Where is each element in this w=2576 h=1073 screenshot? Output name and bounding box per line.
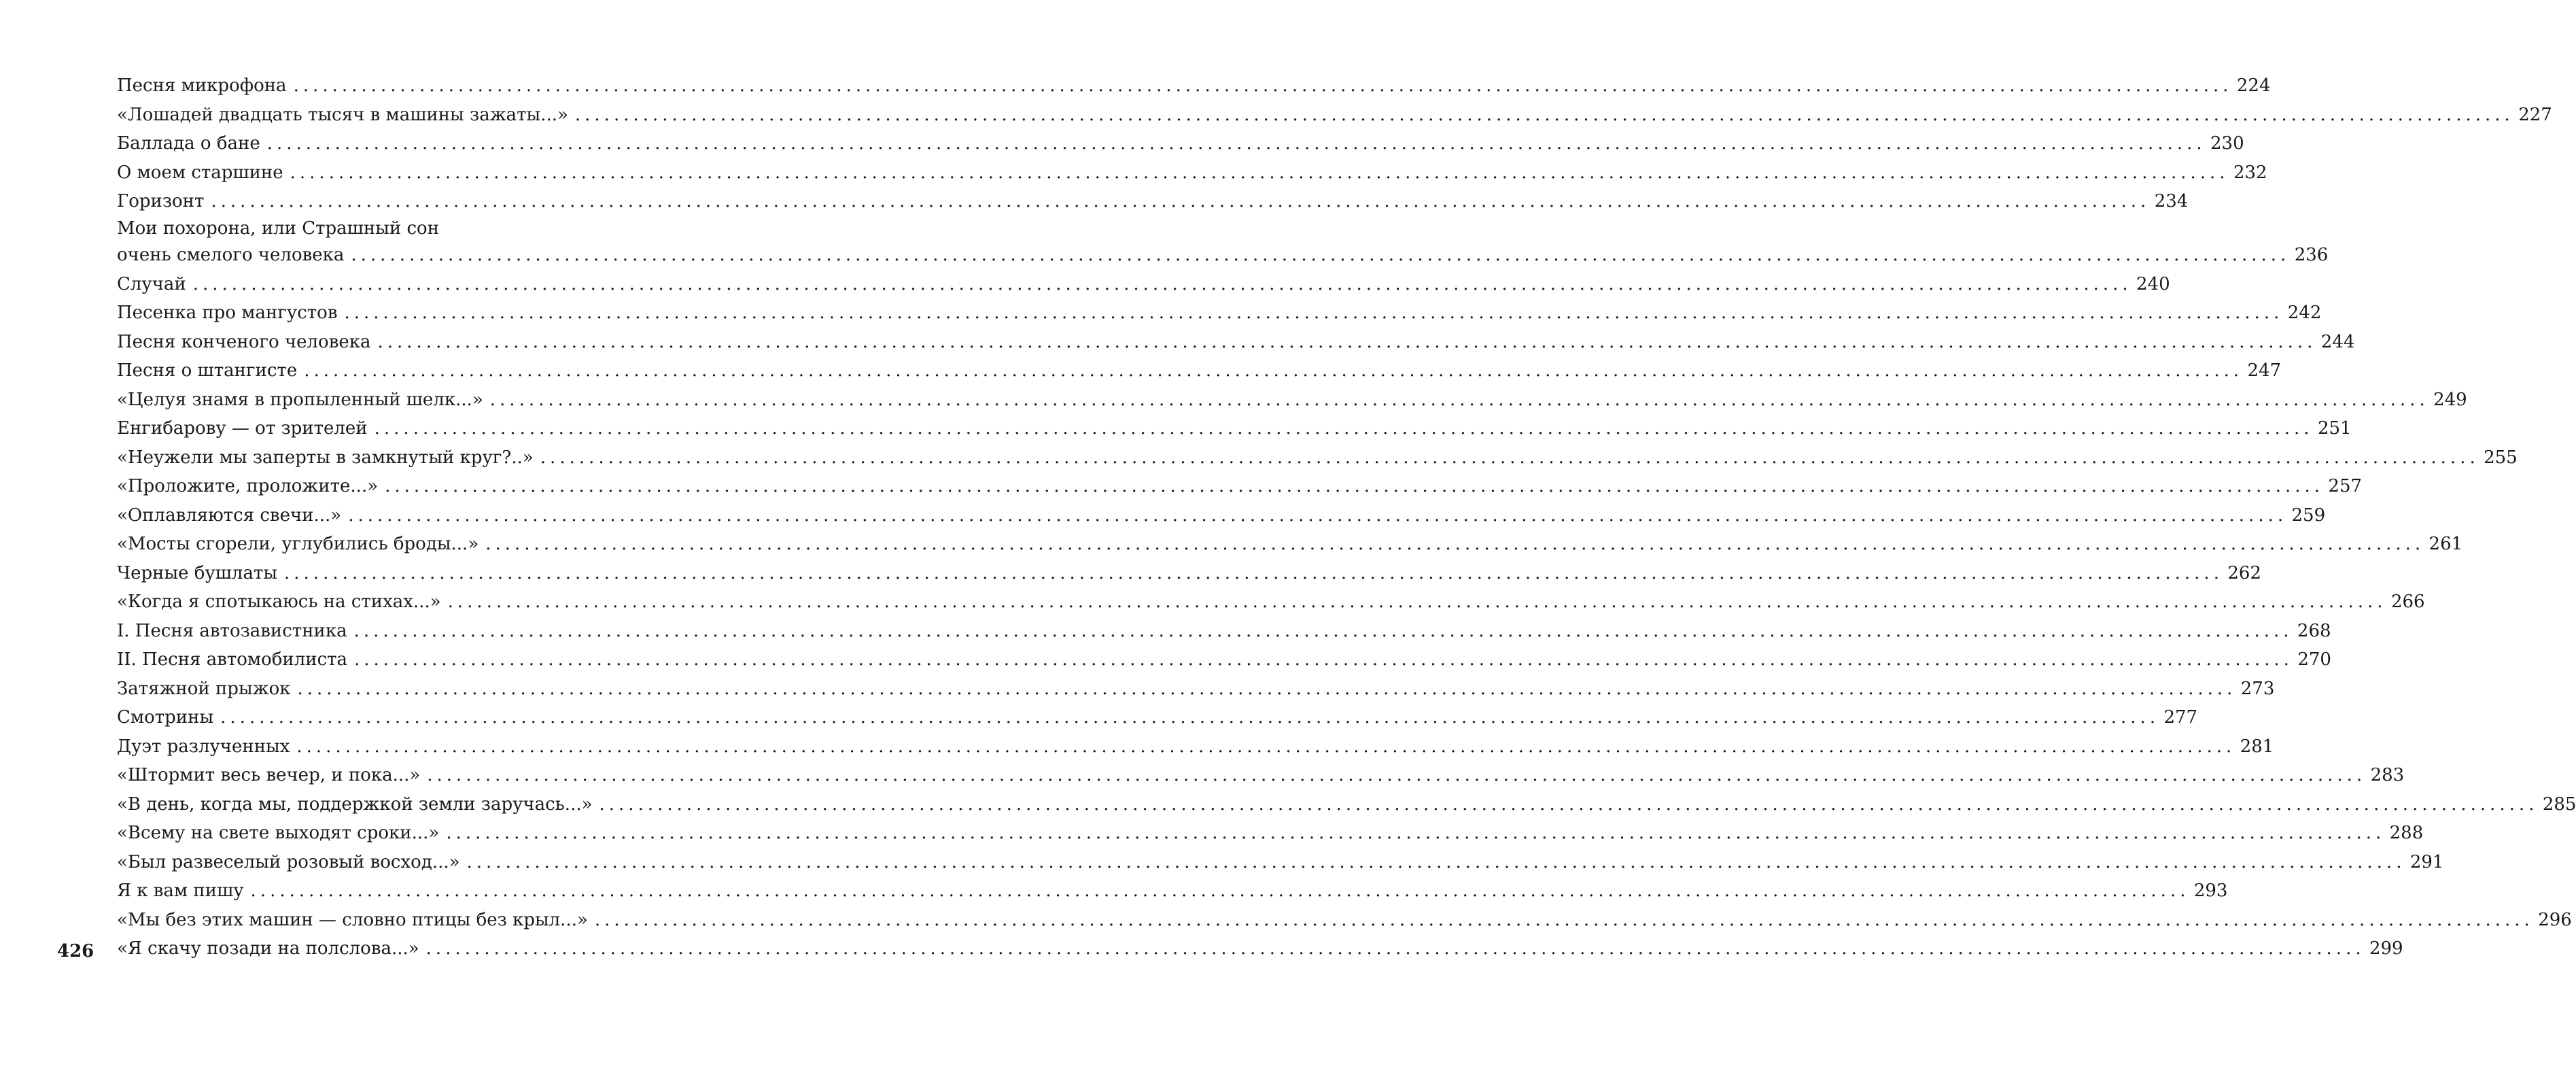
- toc-entry-title: Я к вам пишу: [117, 881, 244, 901]
- toc-entry-title: Смотрины: [117, 707, 214, 728]
- toc-entry: [117, 732, 2274, 762]
- dot-leader: ........................................................................................................................................................................................................: [266, 133, 2206, 154]
- page-number: 426: [57, 941, 94, 961]
- toc-entry: [117, 101, 2552, 130]
- toc-entry-title-line1: Мои похорона, или Страшный сон: [117, 218, 440, 239]
- dot-leader: ........................................................................................................................................................................................................: [385, 476, 2325, 496]
- dot-leader: ........................................................................................................................................................................................................: [351, 244, 2291, 265]
- dot-leader: ........................................................................................................................................................................................................: [297, 678, 2237, 699]
- toc-entry: [117, 906, 2572, 935]
- toc-entry: [117, 819, 2424, 848]
- dot-leader: ........................................................................................................................................................................................................: [348, 505, 2288, 526]
- toc-entry: [117, 270, 2170, 299]
- toc-entry-title: «Лошадей двадцать тысяч в машины зажаты...»: [117, 104, 568, 125]
- dot-leader: ........................................................................................................................................................................................................: [344, 303, 2284, 323]
- toc-entry-page: 255: [2484, 447, 2518, 468]
- toc-entry: [117, 299, 2322, 328]
- toc-entry: [117, 472, 2363, 501]
- toc-entry-title: «Проложите, проложите...»: [117, 476, 379, 496]
- dot-leader: ........................................................................................................................................................................................................: [220, 707, 2160, 728]
- toc-entry: [117, 703, 2198, 732]
- dot-leader: ........................................................................................................................................................................................................: [211, 191, 2151, 211]
- toc-entry-page: 293: [2193, 881, 2228, 901]
- dot-leader: ........................................................................................................................................................................................................: [374, 418, 2314, 439]
- toc-entry-page: 240: [2136, 273, 2170, 294]
- dot-leader: ........................................................................................................................................................................................................: [446, 823, 2386, 843]
- toc-entry-title: Баллада о бане: [117, 133, 260, 154]
- toc-entry-title: Песня о штангисте: [117, 360, 298, 381]
- toc-entry-title: «Мы без этих машин — словно птицы без крыл...»: [117, 909, 588, 930]
- dot-leader: ........................................................................................................................................................................................................: [447, 592, 2387, 612]
- toc-entry-title: очень смелого человека: [117, 244, 345, 265]
- table-of-contents: [117, 71, 2576, 964]
- dot-leader: ........................................................................................................................................................................................................: [574, 104, 2514, 125]
- toc-entry: [117, 187, 2189, 216]
- toc-entry: [117, 158, 2267, 188]
- toc-entry-title: Енгибарову — от зрителей: [117, 418, 368, 439]
- toc-entry-page: 232: [2233, 162, 2267, 183]
- toc-entry-title: «Когда я спотыкаюсь на стихах...»: [117, 592, 441, 612]
- toc-entry-title: Затяжной прыжок: [117, 678, 291, 699]
- toc-entry-title: Песня конченого человека: [117, 331, 371, 352]
- toc-entry: [117, 414, 2352, 443]
- dot-leader: ........................................................................................................................................................................................................: [353, 620, 2293, 641]
- toc-entry-page: 244: [2320, 331, 2355, 352]
- toc-entry: [117, 129, 2244, 158]
- toc-entry-page: 291: [2409, 851, 2444, 872]
- toc-entry-title: II. Песня автомобилиста: [117, 649, 348, 670]
- toc-entry: [117, 559, 2261, 588]
- toc-entry: [117, 386, 2467, 415]
- toc-entry-title: О моем старшине: [117, 162, 283, 183]
- toc-entry-page: 257: [2328, 476, 2363, 496]
- dot-leader: ........................................................................................................................................................................................................: [466, 851, 2406, 872]
- toc-entry: [117, 587, 2425, 617]
- toc-entry: [117, 501, 2326, 530]
- toc-entry-page: 281: [2240, 736, 2274, 757]
- toc-entry: [117, 71, 2271, 101]
- toc-entry-page: 299: [2369, 938, 2403, 959]
- toc-entry: [117, 530, 2463, 559]
- toc-entry-title: Песенка про мангустов: [117, 303, 338, 323]
- toc-entry: [117, 675, 2275, 704]
- dot-leader: ........................................................................................................................................................................................................: [304, 360, 2244, 381]
- toc-entry: [117, 790, 2576, 819]
- toc-entry-page: 227: [2518, 104, 2552, 125]
- dot-leader: ........................................................................................................................................................................................................: [599, 794, 2539, 815]
- toc-entry: [117, 934, 2403, 964]
- toc-entry-page: 247: [2247, 360, 2282, 381]
- toc-entry-title: «Штормит весь вечер, и пока...»: [117, 765, 421, 785]
- toc-entry-title: Случай: [117, 273, 186, 294]
- toc-entry-page: 285: [2542, 794, 2576, 815]
- toc-entry-page: 268: [2297, 620, 2331, 641]
- toc-entry-title: Песня микрофона: [117, 75, 287, 96]
- dot-leader: ........................................................................................................................................................................................................: [489, 389, 2429, 410]
- toc-entry-page: 288: [2389, 823, 2424, 843]
- toc-entry-page: 259: [2291, 505, 2326, 526]
- dot-leader: ........................................................................................................................................................................................................: [427, 765, 2367, 785]
- toc-entry: [117, 356, 2282, 386]
- toc-entry-page: 230: [2210, 133, 2244, 154]
- toc-entry-title: «Я скачу позади на полслова...»: [117, 938, 419, 959]
- toc-entry: [117, 443, 2518, 473]
- toc-entry-title: «Оплавляются свечи...»: [117, 505, 342, 526]
- toc-entry-title: Дуэт разлученных: [117, 736, 290, 757]
- dot-leader: ........................................................................................................................................................................................................: [540, 447, 2479, 468]
- toc-entry-title: Черные бушлаты: [117, 562, 278, 583]
- toc-entry: [117, 876, 2228, 906]
- toc-entry-page: 261: [2429, 534, 2463, 554]
- dot-leader: ........................................................................................................................................................................................................: [192, 273, 2132, 294]
- toc-entry: [117, 848, 2444, 877]
- toc-entry-page: 270: [2297, 649, 2331, 670]
- toc-entry-page: 277: [2163, 707, 2198, 728]
- toc-entry-page: 224: [2236, 75, 2271, 96]
- toc-entry-title: «Неужели мы заперты в замкнутый круг?..»: [117, 447, 534, 468]
- toc-entry-page: 266: [2390, 592, 2425, 612]
- dot-leader: ........................................................................................................................................................................................................: [485, 534, 2425, 554]
- toc-entry-page: 262: [2227, 562, 2261, 583]
- dot-leader: ........................................................................................................................................................................................................: [296, 736, 2236, 757]
- toc-entry-page: 273: [2240, 678, 2275, 699]
- toc-entry-page: 296: [2538, 909, 2572, 930]
- toc-entry-title: «Был развеселый розовый восход...»: [117, 851, 460, 872]
- toc-entry-title: I. Песня автозавистника: [117, 620, 347, 641]
- toc-entry-page: 249: [2433, 389, 2467, 410]
- toc-entry-page: 283: [2370, 765, 2405, 785]
- toc-entry-page: 251: [2317, 418, 2352, 439]
- dot-leader: ........................................................................................................................................................................................................: [425, 938, 2365, 959]
- toc-entry-title: «Всему на свете выходят сроки...»: [117, 823, 440, 843]
- toc-entry-page: 242: [2287, 303, 2322, 323]
- dot-leader: ........................................................................................................................................................................................................: [354, 649, 2293, 670]
- toc-entry: [117, 761, 2405, 790]
- dot-leader: ........................................................................................................................................................................................................: [377, 331, 2317, 352]
- toc-entry: [117, 328, 2355, 357]
- toc-entry: [117, 645, 2331, 675]
- dot-leader: ........................................................................................................................................................................................................: [284, 562, 2223, 583]
- dot-leader: ........................................................................................................................................................................................................: [293, 75, 2233, 96]
- dot-leader: ........................................................................................................................................................................................................: [594, 909, 2534, 930]
- toc-entry-page: 236: [2294, 244, 2329, 265]
- dot-leader: ........................................................................................................................................................................................................: [290, 162, 2229, 183]
- toc-entry-page: 234: [2154, 191, 2189, 211]
- toc-entry-title: «Целуя знамя в пропыленный шелк...»: [117, 389, 483, 410]
- toc-entry: [117, 617, 2331, 646]
- toc-entry-title: «В день, когда мы, поддержкой земли заручась...»: [117, 794, 593, 815]
- toc-entry: [117, 216, 2329, 270]
- toc-entry-title: Горизонт: [117, 191, 205, 211]
- dot-leader: ........................................................................................................................................................................................................: [250, 881, 2190, 901]
- toc-entry-title: «Мосты сгорели, углубились броды...»: [117, 534, 479, 554]
